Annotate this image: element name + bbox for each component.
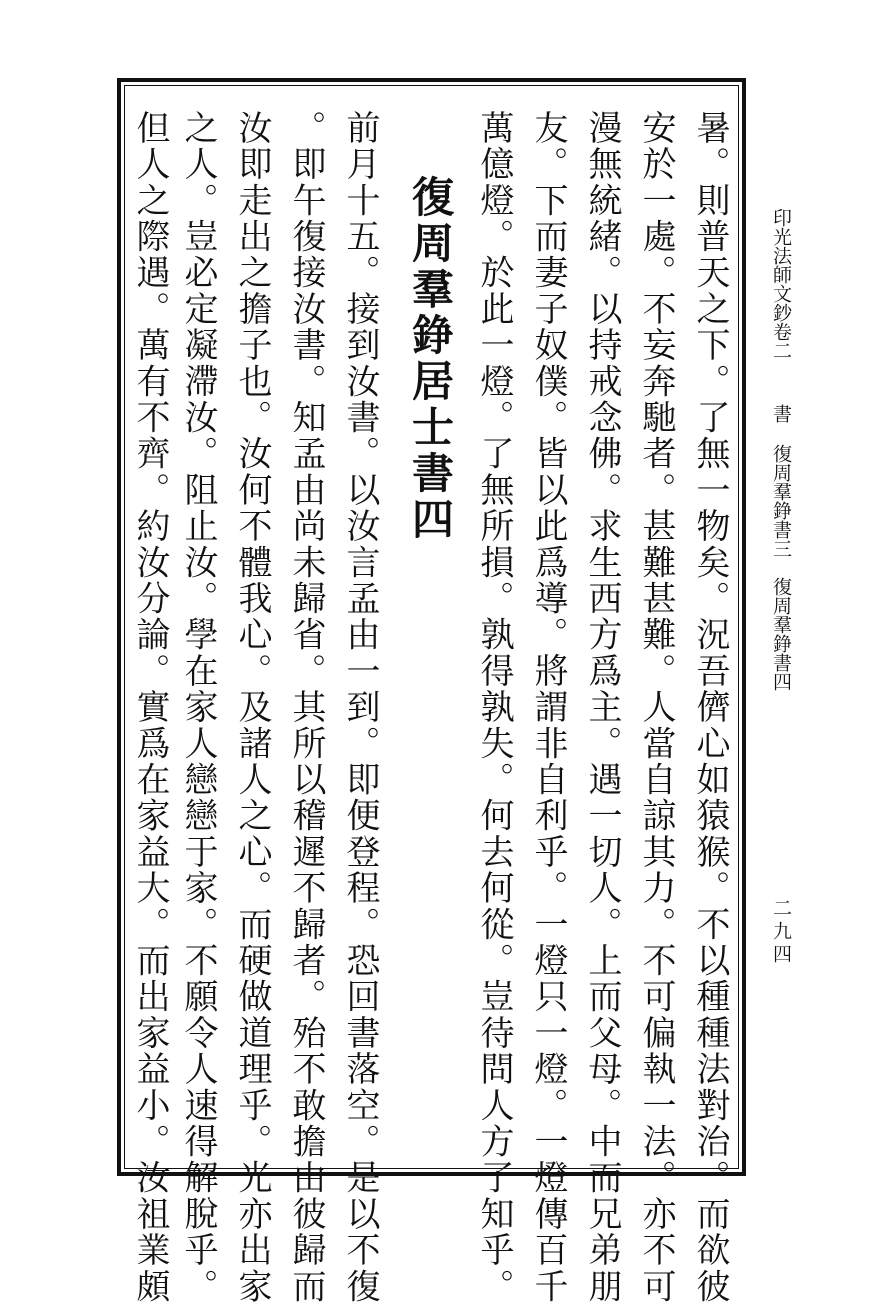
text-column-7: 。即午復接汝書。知孟由尚未歸省。其所以稽遲不歸者。殆不敢擔由彼歸而 xyxy=(286,110,326,1305)
text-column-9: 之人。豈必定凝滯汝。阻止汝。學在家人戀戀于家。不願令人速得解脫乎。 xyxy=(178,110,218,1305)
text-column-2: 安於一處。不妄奔馳者。甚難甚難。人當自諒其力。不可偏執一法。亦不可 xyxy=(636,110,676,1305)
text-column-10: 但人之際遇。萬有不齊。約汝分論。實爲在家益大。而出家益小。汝祖業頗 xyxy=(130,110,170,1305)
text-column-3: 漫無統緒。以持戒念佛。求生西方爲主。遇一切人。上而父母。中而兄弟朋 xyxy=(582,110,622,1305)
text-column-1: 暑。則普天之下。了無一物矣。況吾儕心如猿猴。不以種種法對治。而欲彼 xyxy=(690,110,730,1305)
text-column-4: 友。下而妻子奴僕。皆以此爲導。將謂非自利乎。一燈只一燈。一燈傳百千 xyxy=(528,110,568,1305)
text-column-5: 萬億燈。於此一燈。了無所損。孰得孰失。何去何從。豈待問人方了知乎。 xyxy=(474,110,514,1305)
text-column-6: 前月十五。接到汝書。以汝言孟由一到。即便登程。恐回書落空。是以不復 xyxy=(340,110,380,1305)
page-number: 二九四 xyxy=(770,898,792,967)
letter-title: 復周羣錚居士書四 xyxy=(406,175,455,543)
running-header-section: 書 xyxy=(770,404,792,423)
running-header-book-title: 印光法師文鈔卷二 xyxy=(770,208,792,360)
text-column-8: 汝即走出之擔子也。汝何不體我心。及諸人之心。而硬做道理乎。光亦出家 xyxy=(232,110,272,1305)
running-header-letters: 復周羣錚書三 復周羣錚書四 xyxy=(770,444,792,691)
